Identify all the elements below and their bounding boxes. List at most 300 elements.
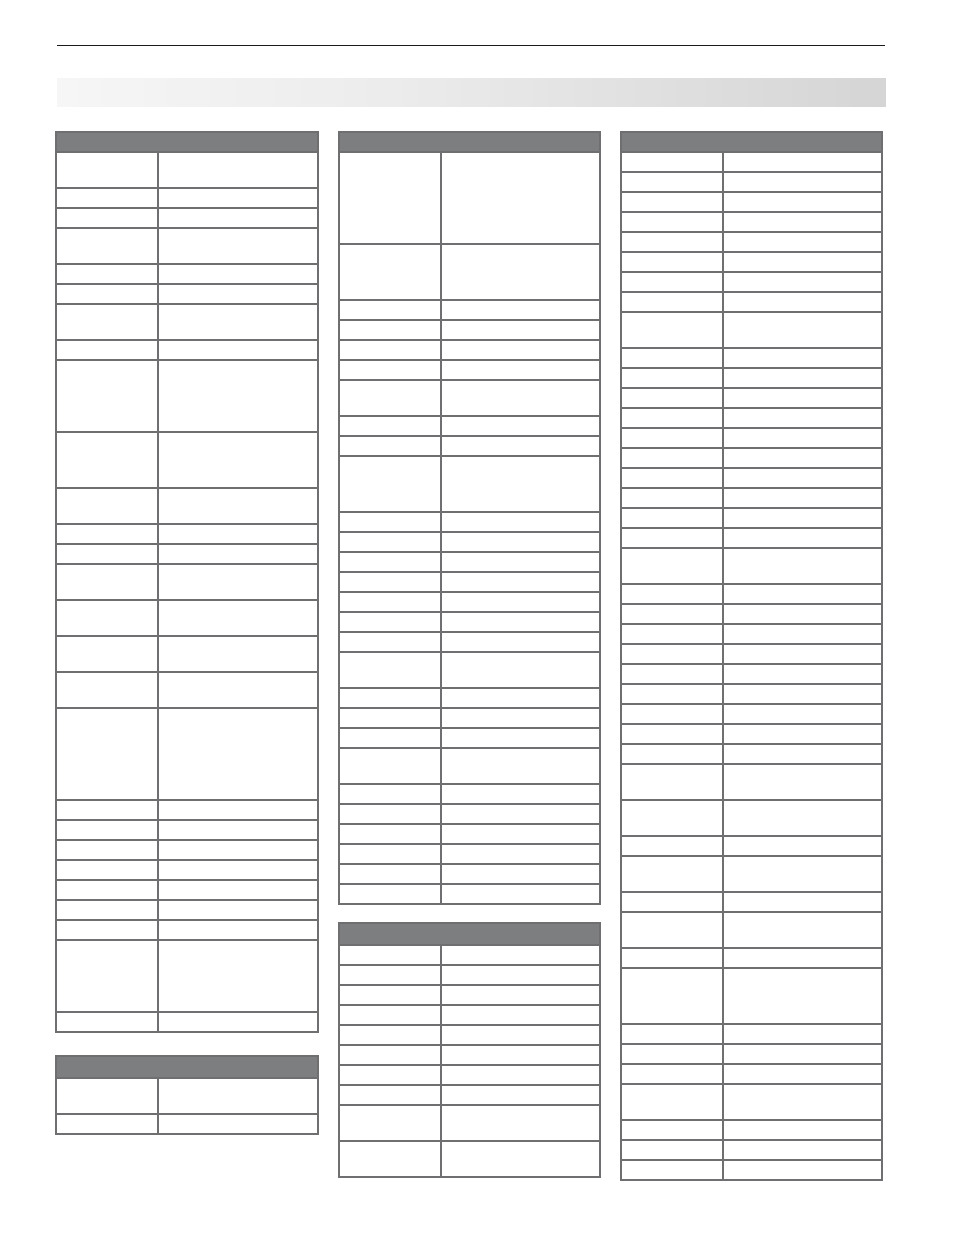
brand-cell <box>622 389 724 407</box>
header-cell-codes <box>724 133 734 151</box>
codes-cell <box>442 553 599 571</box>
codes-cell <box>724 429 881 447</box>
codes-cell <box>442 653 599 687</box>
code-table-col2-a <box>338 131 601 905</box>
table-row <box>57 879 317 899</box>
brand-cell <box>340 417 442 435</box>
table-header <box>340 924 599 944</box>
codes-cell <box>159 565 317 599</box>
brand-cell <box>340 1142 442 1176</box>
table-row <box>622 367 881 387</box>
brand-cell <box>57 189 159 207</box>
table-row <box>340 511 599 531</box>
table-row <box>622 311 881 347</box>
table-row <box>622 703 881 723</box>
table-row <box>622 835 881 855</box>
codes-cell <box>442 1006 599 1024</box>
codes-cell <box>724 1065 881 1083</box>
codes-cell <box>159 861 317 879</box>
brand-cell <box>57 565 159 599</box>
codes-cell <box>442 573 599 591</box>
brand-cell <box>622 469 724 487</box>
brand-cell <box>622 685 724 703</box>
codes-cell <box>159 1013 317 1031</box>
brand-cell <box>622 913 724 947</box>
codes-cell <box>159 489 317 523</box>
brand-cell <box>622 857 724 891</box>
header-cell-brand <box>622 133 724 151</box>
table-row <box>622 231 881 251</box>
brand-cell <box>57 489 159 523</box>
codes-cell <box>442 381 599 415</box>
codes-cell <box>724 801 881 835</box>
header-cell-brand <box>340 924 442 944</box>
brand-cell <box>622 1161 724 1179</box>
brand-cell <box>622 745 724 763</box>
brand-cell <box>340 689 442 707</box>
brand-cell <box>57 637 159 671</box>
codes-cell <box>724 369 881 387</box>
codes-cell <box>724 1045 881 1063</box>
table-row <box>340 803 599 823</box>
table-row <box>340 1024 599 1044</box>
codes-cell <box>724 313 881 347</box>
table-row <box>622 911 881 947</box>
table-row <box>340 651 599 687</box>
brand-cell <box>622 173 724 191</box>
table-row <box>340 707 599 727</box>
brand-cell <box>57 265 159 283</box>
codes-cell <box>159 285 317 303</box>
brand-cell <box>57 861 159 879</box>
brand-cell <box>622 585 724 603</box>
brand-cell <box>57 361 159 431</box>
table-row <box>57 1113 317 1133</box>
brand-cell <box>57 841 159 859</box>
brand-cell <box>340 805 442 823</box>
codes-cell <box>724 273 881 291</box>
table-row <box>340 299 599 319</box>
brand-cell <box>57 153 159 187</box>
codes-cell <box>724 449 881 467</box>
table-header <box>622 133 881 151</box>
table-row <box>57 599 317 635</box>
codes-cell <box>442 1046 599 1064</box>
codes-cell <box>159 341 317 359</box>
codes-cell <box>159 305 317 339</box>
code-table-col1-b <box>55 1055 319 1135</box>
codes-cell <box>159 901 317 919</box>
brand-cell <box>622 725 724 743</box>
table-row <box>622 291 881 311</box>
table-row <box>622 799 881 835</box>
codes-cell <box>442 341 599 359</box>
brand-cell <box>340 1066 442 1084</box>
codes-cell <box>159 265 317 283</box>
codes-cell <box>724 253 881 271</box>
brand-cell <box>57 881 159 899</box>
codes-cell <box>724 605 881 623</box>
codes-cell <box>159 673 317 707</box>
brand-cell <box>622 273 724 291</box>
codes-cell <box>442 966 599 984</box>
codes-cell <box>442 533 599 551</box>
header-cell-brand <box>340 133 442 151</box>
table-row <box>57 303 317 339</box>
codes-cell <box>724 1085 881 1119</box>
codes-cell <box>724 489 881 507</box>
brand-cell <box>340 321 442 339</box>
section-title-band <box>57 78 886 107</box>
brand-cell <box>340 986 442 1004</box>
brand-cell <box>622 349 724 367</box>
codes-cell <box>159 1079 317 1113</box>
brand-cell <box>340 1046 442 1064</box>
table-row <box>622 191 881 211</box>
brand-cell <box>340 729 442 747</box>
table-row <box>622 507 881 527</box>
brand-cell <box>622 893 724 911</box>
table-row <box>622 171 881 191</box>
table-row <box>57 207 317 227</box>
codes-cell <box>442 301 599 319</box>
table-row <box>57 283 317 303</box>
table-row <box>57 799 317 819</box>
codes-cell <box>724 509 881 527</box>
brand-cell <box>340 533 442 551</box>
codes-cell <box>159 637 317 671</box>
brand-cell <box>57 1079 159 1113</box>
codes-cell <box>159 841 317 859</box>
brand-cell <box>622 969 724 1023</box>
table-row <box>340 1104 599 1140</box>
brand-cell <box>340 593 442 611</box>
table-row <box>340 531 599 551</box>
table-row <box>622 1119 881 1139</box>
brand-cell <box>57 901 159 919</box>
table-row <box>622 603 881 623</box>
brand-cell <box>340 1006 442 1024</box>
table-row <box>340 687 599 707</box>
codes-cell <box>442 1086 599 1104</box>
codes-cell <box>724 645 881 663</box>
header-cell-codes <box>442 133 452 151</box>
table-row <box>622 467 881 487</box>
table-row <box>340 1044 599 1064</box>
table-row <box>622 763 881 799</box>
codes-cell <box>724 213 881 231</box>
table-row <box>622 663 881 683</box>
table-row <box>340 631 599 651</box>
table-row <box>622 743 881 763</box>
table-row <box>57 543 317 563</box>
header-cell-brand <box>57 1057 159 1077</box>
table-row <box>57 563 317 599</box>
table-row <box>57 859 317 879</box>
codes-cell <box>724 665 881 683</box>
brand-cell <box>57 341 159 359</box>
brand-cell <box>622 837 724 855</box>
brand-cell <box>340 653 442 687</box>
brand-cell <box>340 633 442 651</box>
codes-cell <box>724 1161 881 1179</box>
table-row <box>57 1011 317 1031</box>
table-row <box>340 1064 599 1084</box>
table-row <box>340 243 599 299</box>
codes-cell <box>724 349 881 367</box>
codes-cell <box>442 153 599 243</box>
codes-cell <box>442 457 599 511</box>
codes-cell <box>442 729 599 747</box>
table-header <box>57 1057 317 1077</box>
codes-cell <box>724 1025 881 1043</box>
codes-cell <box>724 969 881 1023</box>
codes-cell <box>159 881 317 899</box>
table-row <box>57 523 317 543</box>
codes-cell <box>442 885 599 903</box>
table-row <box>57 339 317 359</box>
brand-cell <box>622 489 724 507</box>
codes-cell <box>724 949 881 967</box>
brand-cell <box>340 341 442 359</box>
brand-cell <box>622 409 724 427</box>
table-row <box>622 891 881 911</box>
brand-cell <box>57 545 159 563</box>
brand-cell <box>57 1013 159 1031</box>
codes-cell <box>724 857 881 891</box>
codes-cell <box>724 625 881 643</box>
brand-cell <box>622 529 724 547</box>
brand-cell <box>340 946 442 964</box>
table-row <box>340 379 599 415</box>
table-row <box>622 251 881 271</box>
codes-cell <box>442 613 599 631</box>
brand-cell <box>622 765 724 799</box>
table-row <box>340 339 599 359</box>
table-row <box>622 1043 881 1063</box>
table-row <box>340 944 599 964</box>
table-row <box>57 819 317 839</box>
table-row <box>57 187 317 207</box>
brand-cell <box>57 801 159 819</box>
codes-cell <box>159 709 317 799</box>
brand-cell <box>340 245 442 299</box>
table-row <box>57 1077 317 1113</box>
brand-cell <box>340 966 442 984</box>
code-table-col3 <box>620 131 883 1181</box>
brand-cell <box>57 433 159 487</box>
codes-cell <box>442 245 599 299</box>
codes-cell <box>724 153 881 171</box>
table-row <box>340 823 599 843</box>
brand-cell <box>340 301 442 319</box>
codes-cell <box>442 1142 599 1176</box>
code-table-col2-b <box>338 922 601 1178</box>
table-row <box>57 487 317 523</box>
table-row <box>622 623 881 643</box>
table-row <box>622 1083 881 1119</box>
table-row <box>340 571 599 591</box>
table-row <box>622 583 881 603</box>
codes-cell <box>724 233 881 251</box>
brand-cell <box>340 1026 442 1044</box>
brand-cell <box>622 801 724 835</box>
table-row <box>340 415 599 435</box>
brand-cell <box>57 1115 159 1133</box>
brand-cell <box>57 921 159 939</box>
codes-cell <box>159 1115 317 1133</box>
brand-cell <box>622 233 724 251</box>
brand-cell <box>622 509 724 527</box>
table-row <box>622 407 881 427</box>
codes-cell <box>442 749 599 783</box>
codes-cell <box>442 1106 599 1140</box>
code-table-col1-a <box>55 131 319 1033</box>
brand-cell <box>57 601 159 635</box>
codes-cell <box>442 1026 599 1044</box>
table-row <box>57 919 317 939</box>
table-row <box>340 843 599 863</box>
brand-cell <box>622 449 724 467</box>
brand-cell <box>622 153 724 171</box>
codes-cell <box>442 689 599 707</box>
brand-cell <box>340 709 442 727</box>
table-row <box>57 359 317 431</box>
table-row <box>622 855 881 891</box>
codes-cell <box>442 1066 599 1084</box>
codes-cell <box>159 209 317 227</box>
table-row <box>340 611 599 631</box>
brand-cell <box>340 437 442 455</box>
brand-cell <box>57 229 159 263</box>
table-row <box>57 227 317 263</box>
brand-cell <box>340 153 442 243</box>
codes-cell <box>159 433 317 487</box>
top-rule <box>57 45 885 46</box>
brand-cell <box>340 553 442 571</box>
codes-cell <box>724 893 881 911</box>
table-header <box>340 133 599 151</box>
table-row <box>340 1140 599 1176</box>
codes-cell <box>442 437 599 455</box>
codes-cell <box>442 845 599 863</box>
table-row <box>622 487 881 507</box>
brand-cell <box>622 293 724 311</box>
table-row <box>57 635 317 671</box>
brand-cell <box>622 1141 724 1159</box>
table-row <box>340 883 599 903</box>
table-row <box>57 707 317 799</box>
brand-cell <box>340 1086 442 1104</box>
codes-cell <box>442 986 599 1004</box>
brand-cell <box>622 645 724 663</box>
table-row <box>622 967 881 1023</box>
table-row <box>622 1023 881 1043</box>
brand-cell <box>622 1085 724 1119</box>
codes-cell <box>442 633 599 651</box>
codes-cell <box>724 725 881 743</box>
table-row <box>340 319 599 339</box>
brand-cell <box>622 1025 724 1043</box>
codes-cell <box>159 601 317 635</box>
brand-cell <box>340 457 442 511</box>
brand-cell <box>340 845 442 863</box>
brand-cell <box>622 1045 724 1063</box>
brand-cell <box>622 625 724 643</box>
brand-cell <box>340 613 442 631</box>
table-row <box>57 839 317 859</box>
brand-cell <box>622 193 724 211</box>
codes-cell <box>442 321 599 339</box>
brand-cell <box>622 369 724 387</box>
table-row <box>57 899 317 919</box>
table-row <box>622 211 881 231</box>
table-row <box>622 527 881 547</box>
table-row <box>622 723 881 743</box>
codes-cell <box>159 229 317 263</box>
codes-cell <box>724 389 881 407</box>
codes-cell <box>724 293 881 311</box>
table-row <box>622 947 881 967</box>
table-row <box>622 547 881 583</box>
codes-cell <box>159 153 317 187</box>
table-row <box>340 591 599 611</box>
table-row <box>340 1004 599 1024</box>
brand-cell <box>57 821 159 839</box>
table-row <box>57 431 317 487</box>
table-row <box>340 964 599 984</box>
brand-cell <box>340 513 442 531</box>
codes-cell <box>724 549 881 583</box>
codes-cell <box>724 585 881 603</box>
table-row <box>340 747 599 783</box>
brand-cell <box>340 865 442 883</box>
table-row <box>340 1084 599 1104</box>
table-row <box>340 727 599 747</box>
brand-cell <box>57 285 159 303</box>
table-row <box>622 427 881 447</box>
brand-cell <box>622 213 724 231</box>
codes-cell <box>159 361 317 431</box>
codes-cell <box>724 193 881 211</box>
brand-cell <box>57 525 159 543</box>
brand-cell <box>340 1106 442 1140</box>
codes-cell <box>159 545 317 563</box>
table-row <box>622 387 881 407</box>
table-row <box>622 683 881 703</box>
table-row <box>340 863 599 883</box>
brand-cell <box>340 749 442 783</box>
table-row <box>622 347 881 367</box>
table-row <box>622 151 881 171</box>
brand-cell <box>622 253 724 271</box>
codes-cell <box>442 513 599 531</box>
codes-cell <box>724 1141 881 1159</box>
codes-cell <box>442 785 599 803</box>
codes-cell <box>159 921 317 939</box>
brand-cell <box>340 361 442 379</box>
brand-cell <box>57 209 159 227</box>
codes-cell <box>442 805 599 823</box>
brand-cell <box>57 709 159 799</box>
brand-cell <box>622 605 724 623</box>
table-row <box>57 151 317 187</box>
brand-cell <box>622 665 724 683</box>
codes-cell <box>724 173 881 191</box>
table-row <box>622 1159 881 1179</box>
codes-cell <box>724 469 881 487</box>
codes-cell <box>442 865 599 883</box>
